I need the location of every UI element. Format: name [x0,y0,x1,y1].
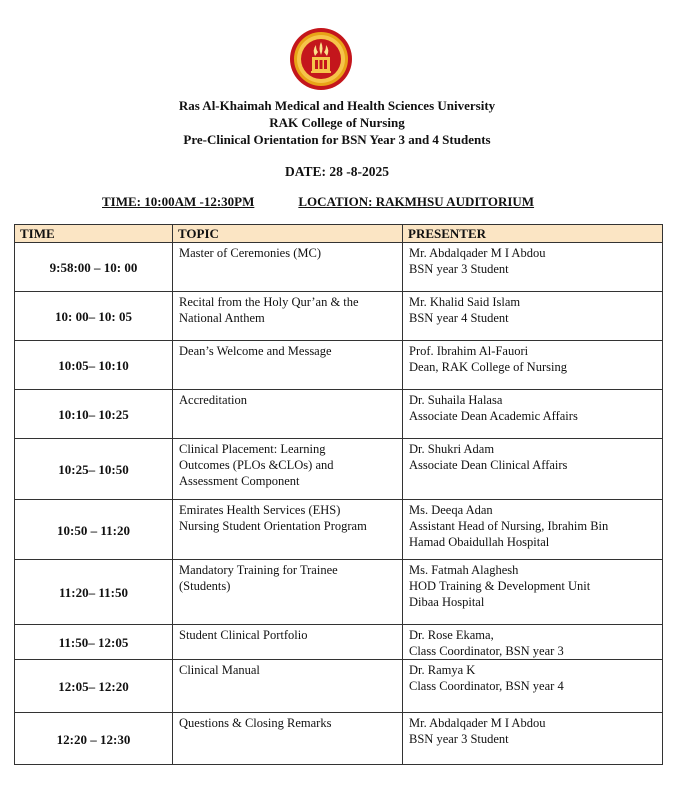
topic-line: Mandatory Training for Trainee [179,563,338,577]
presenter-line: Ms. Deeqa Adan [409,503,493,517]
table-row [15,500,663,560]
table-row [15,292,663,341]
schedule-table [14,224,663,765]
presenter-line: Assistant Head of Nursing, Ibrahim Bin [409,519,609,533]
topic-line: Master of Ceremonies (MC) [179,246,321,260]
presenter-cell [403,660,663,713]
presenter-line: BSN year 3 Student [409,732,509,746]
topic-line: Recital from the Holy Qur’an & the [179,295,359,309]
time-cell: 10:10– 10:25 [15,390,173,439]
presenter-line: Dr. Shukri Adam [409,442,495,456]
topic-line: Accreditation [179,393,248,407]
time-cell: 10: 00– 10: 05 [15,292,173,341]
presenter-cell [403,500,663,560]
presenter-line: Dean, RAK College of Nursing [409,360,567,374]
topic-line: National Anthem [179,311,265,325]
event-time: TIME: 10:00AM -12:30PM [102,194,255,209]
topic-line: Outcomes (PLOs &CLOs) and [179,458,334,472]
presenter-line: BSN year 3 Student [409,262,509,276]
table-row [15,625,663,660]
time-cell: 12:20 – 12:30 [15,713,173,765]
column-header-time: TIME [15,225,173,243]
topic-cell [173,439,403,500]
presenter-line: HOD Training & Development Unit [409,579,591,593]
topic-line: Emirates Health Services (EHS) [179,503,341,517]
table-row [15,439,663,500]
time-cell: 10:50 – 11:20 [15,500,173,560]
event-title: Pre-Clinical Orientation for BSN Year 3 and 4 Students [183,132,491,147]
presenter-line: Mr. Khalid Said Islam [409,295,521,309]
presenter-line: Associate Dean Clinical Affairs [409,458,568,472]
presenter-cell [403,713,663,765]
topic-line: (Students) [179,579,231,593]
presenter-cell [403,625,663,660]
presenter-line: BSN year 4 Student [409,311,509,325]
presenter-line: Dr. Ramya K [409,663,476,677]
topic-line: Nursing Student Orientation Program [179,519,367,533]
topic-cell [173,292,403,341]
time-location-line [102,193,534,210]
table-row [15,713,663,765]
topic-line: Clinical Manual [179,663,260,677]
time-cell: 10:25– 10:50 [15,439,173,500]
presenter-cell [403,390,663,439]
presenter-line: Associate Dean Academic Affairs [409,409,578,423]
presenter-cell [403,439,663,500]
topic-cell [173,243,403,292]
topic-cell [173,560,403,625]
topic-cell [173,660,403,713]
college-name: RAK College of Nursing [269,115,405,130]
presenter-line: Dibaa Hospital [409,595,485,609]
topic-line: Dean’s Welcome and Message [179,344,332,358]
table-row [15,243,663,292]
table-row [15,341,663,390]
topic-cell [173,500,403,560]
table-row [15,390,663,439]
presenter-line: Prof. Ibrahim Al-Fauori [409,344,529,358]
time-cell: 9:58:00 – 10: 00 [15,243,173,292]
presenter-line: Dr. Suhaila Halasa [409,393,503,407]
time-cell: 11:50– 12:05 [15,625,173,660]
presenter-line: Class Coordinator, BSN year 3 [409,644,564,658]
column-header-presenter: PRESENTER [403,225,663,243]
event-location: LOCATION: RAKMHSU AUDITORIUM [298,194,535,209]
institution-name: Ras Al-Khaimah Medical and Health Sciences University [178,98,496,113]
presenter-line: Mr. Abdalqader M I Abdou [409,246,546,260]
presenter-cell [403,560,663,625]
presenter-cell [403,341,663,390]
university-logo [289,27,353,91]
presenter-line: Class Coordinator, BSN year 4 [409,679,564,693]
topic-cell [173,390,403,439]
presenter-line: Ms. Fatmah Alaghesh [409,563,519,577]
presenter-line: Dr. Rose Ekama, [409,628,494,642]
time-cell: 11:20– 11:50 [15,560,173,625]
table-row [15,560,663,625]
presenter-cell [403,292,663,341]
presenter-cell [403,243,663,292]
time-cell: 10:05– 10:10 [15,341,173,390]
topic-cell [173,341,403,390]
topic-line: Questions & Closing Remarks [179,716,332,730]
time-cell: 12:05– 12:20 [15,660,173,713]
table-row [15,660,663,713]
topic-cell [173,713,403,765]
topic-line: Clinical Placement: Learning [179,442,326,456]
presenter-line: Hamad Obaidullah Hospital [409,535,550,549]
topic-line: Student Clinical Portfolio [179,628,308,642]
schedule-header-row [15,225,663,243]
event-date: DATE: 28 -8-2025 [285,164,389,179]
topic-cell [173,625,403,660]
topic-line: Assessment Component [179,474,300,488]
column-header-topic: TOPIC [173,225,403,243]
presenter-line: Mr. Abdalqader M I Abdou [409,716,546,730]
